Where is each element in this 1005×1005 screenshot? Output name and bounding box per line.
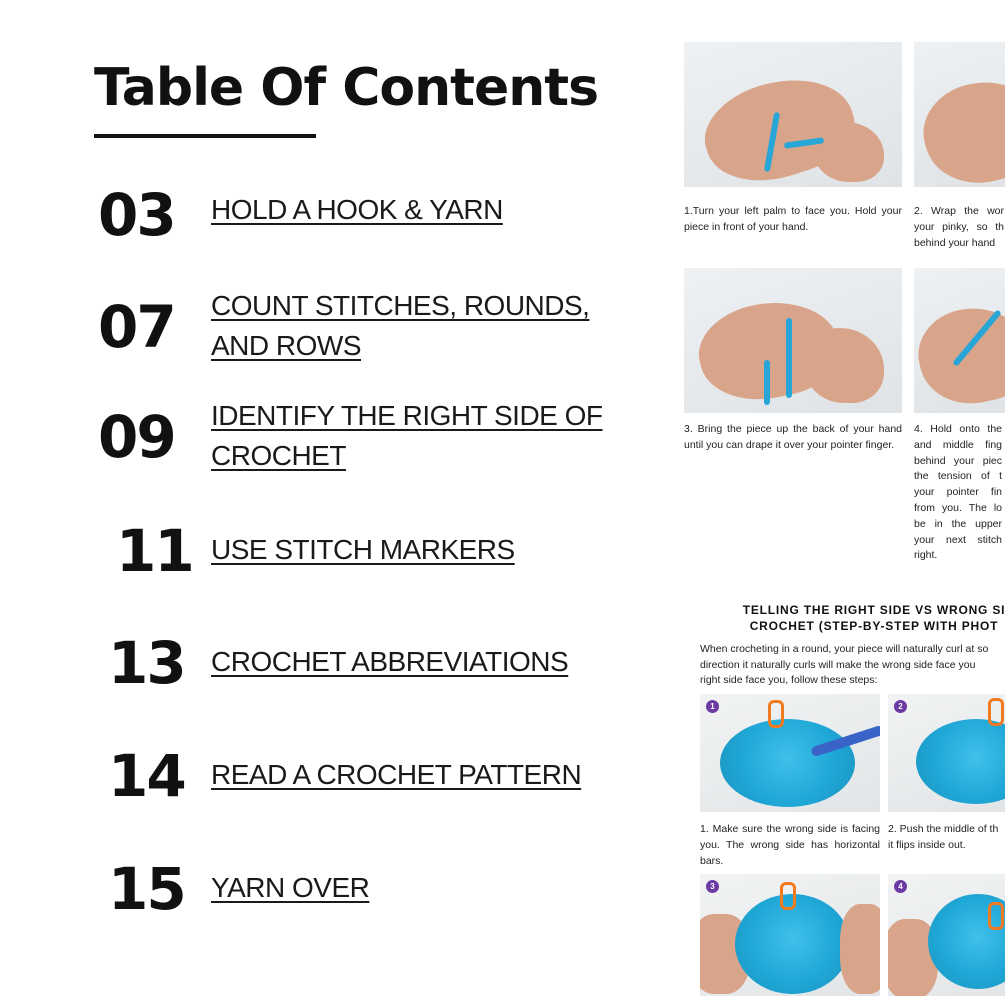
toc-page-number: 11 (116, 517, 193, 585)
title-underline (94, 134, 316, 138)
intro-line-1: When crocheting in a round, your piece will naturally curl at so (700, 643, 989, 655)
step-badge: 2 (894, 700, 907, 713)
toc-page-number: 14 (108, 742, 185, 810)
caption-crochet-step-1: 1. Make sure the wrong side is facing you. The wrong side has horizontal bars. (700, 823, 880, 867)
hand-photo-step-1 (684, 42, 902, 187)
caption-step-4: 4. Hold onto the and middle fing behind your piec the tension of t your pointer fin from you. The lo be in the upper your next stitch right. (914, 423, 1002, 562)
caption-crochet-step-2: 2. Push the middle of th it flips inside out. (888, 823, 999, 851)
toc-page-number: 13 (108, 629, 185, 697)
step-badge: 4 (894, 880, 907, 893)
crochet-photo-step-1 (700, 694, 880, 812)
toc-link-count-stitches[interactable]: COUNT STITCHES, ROUNDS, AND ROWS (211, 290, 590, 361)
crochet-photo-step-4 (888, 874, 1005, 996)
caption-step-1: 1.Turn your left palm to face you. Hold your piece in front of your hand. (684, 205, 902, 233)
intro-line-3: right side face you, follow these steps: (700, 674, 878, 686)
hand-photo-step-3 (684, 268, 902, 413)
step-badge: 3 (706, 880, 719, 893)
toc-link-abbreviations[interactable]: CROCHET ABBREVIATIONS (211, 646, 569, 677)
section-heading-line-1: TELLING THE RIGHT SIDE VS WRONG SI (742, 603, 1005, 617)
hand-photo-step-4 (914, 268, 1005, 413)
intro-line-2: direction it naturally curls will make the wrong side face you (700, 658, 976, 671)
hand-photo-step-2 (914, 42, 1005, 187)
caption-step-3: 3. Bring the piece up the back of your hand until you can drape it over your pointer finger. (684, 423, 902, 451)
crochet-photo-step-2 (888, 694, 1005, 812)
toc-link-read-pattern[interactable]: READ A CROCHET PATTERN (211, 759, 582, 790)
caption-step-2: 2. Wrap the wor your pinky, so th behind your hand (914, 205, 1004, 249)
toc-page-number: 15 (108, 855, 185, 923)
toc-page-number: 09 (98, 403, 175, 471)
toc-link-yarn-over[interactable]: YARN OVER (211, 872, 370, 903)
toc-link-hold-hook-yarn[interactable]: HOLD A HOOK & YARN (211, 194, 503, 225)
section-heading (724, 602, 1005, 634)
toc-link-right-side[interactable]: IDENTIFY THE RIGHT SIDE OF CROCHET (211, 400, 603, 471)
section-heading-line-2: CROCHET (STEP-BY-STEP WITH PHOT (749, 619, 999, 633)
crochet-photo-step-3 (700, 874, 880, 996)
toc-page-number: 03 (98, 181, 175, 249)
toc-title: Table Of Contents (94, 58, 599, 118)
toc-link-stitch-markers[interactable]: USE STITCH MARKERS (211, 534, 515, 565)
toc-page-number: 07 (98, 293, 175, 361)
step-badge: 1 (706, 700, 719, 713)
intro-paragraph (700, 642, 1005, 689)
